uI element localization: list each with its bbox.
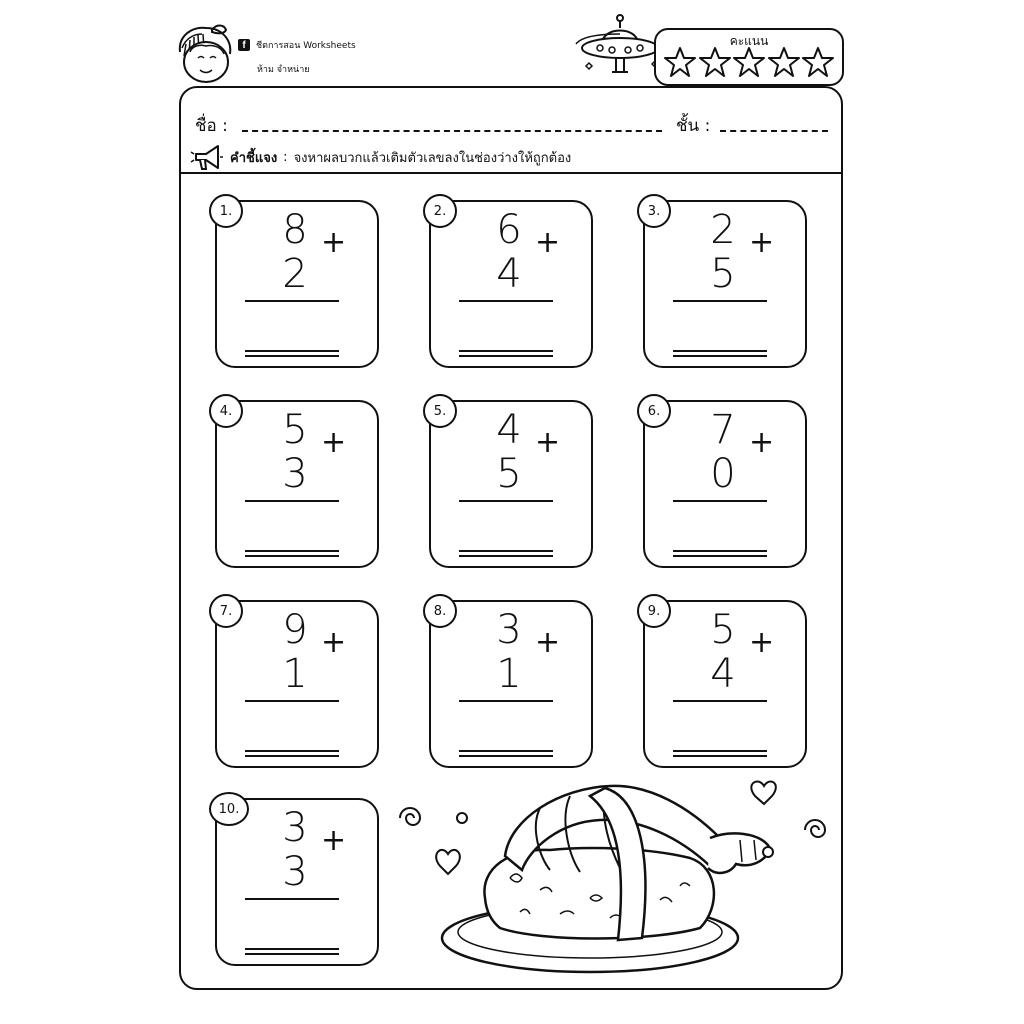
plus-sign: +	[535, 625, 561, 660]
addend-top: 6	[496, 207, 522, 253]
star-icon[interactable]	[664, 46, 696, 78]
star-icon[interactable]	[768, 46, 800, 78]
plus-sign: +	[535, 425, 561, 460]
star-icon[interactable]	[802, 46, 834, 78]
addend-top: 4	[496, 407, 522, 453]
answer-line-double	[459, 355, 553, 357]
problem-number: 6.	[637, 394, 671, 428]
plus-sign: +	[321, 425, 347, 460]
answer-line[interactable]	[245, 550, 339, 552]
addend-bottom: 2	[282, 251, 308, 297]
addend-bottom: 0	[710, 451, 736, 497]
addend-top: 2	[710, 207, 736, 253]
answer-line-double	[245, 755, 339, 757]
answer-line-double	[245, 953, 339, 955]
girl-face-icon	[172, 22, 238, 86]
problem-card	[429, 600, 593, 768]
sum-rule	[673, 300, 767, 302]
plus-sign: +	[535, 225, 561, 260]
answer-line-double	[459, 555, 553, 557]
addend-bottom: 3	[282, 451, 308, 497]
sum-rule	[245, 500, 339, 502]
addend-bottom: 1	[282, 651, 308, 697]
addend-top: 5	[282, 407, 308, 453]
name-field[interactable]	[242, 130, 662, 132]
addend-bottom: 5	[496, 451, 522, 497]
answer-line[interactable]	[245, 750, 339, 752]
addend-bottom: 4	[710, 651, 736, 697]
answer-line[interactable]	[673, 750, 767, 752]
problem-number: 3.	[637, 194, 671, 228]
answer-line-double	[673, 555, 767, 557]
answer-line-double	[245, 555, 339, 557]
problem-card	[215, 200, 379, 368]
answer-line[interactable]	[245, 350, 339, 352]
problem-number: 7.	[209, 594, 243, 628]
instructions-text: จงหาผลบวกแล้วเติมตัวเลขลงในช่องว่างให้ถูกต้อง	[293, 150, 572, 166]
problem-card	[429, 400, 593, 568]
problem-card	[643, 200, 807, 368]
plus-sign: +	[749, 225, 775, 260]
addend-top: 3	[496, 607, 522, 653]
problem-number: 5.	[423, 394, 457, 428]
problem-card	[429, 200, 593, 368]
score-box	[654, 28, 844, 86]
brand	[238, 38, 356, 52]
addend-bottom: 5	[710, 251, 736, 297]
problem-number: 9.	[637, 594, 671, 628]
addend-top: 8	[282, 207, 308, 253]
plus-sign: +	[321, 823, 347, 858]
answer-line[interactable]	[459, 550, 553, 552]
plus-sign: +	[749, 625, 775, 660]
problem-number: 4.	[209, 394, 243, 428]
subtitle: ห้าม จำหน่าย	[257, 65, 310, 75]
score-label: คะแนน	[729, 34, 769, 48]
problem-card	[215, 400, 379, 568]
problem-number: 8.	[423, 594, 457, 628]
answer-line[interactable]	[673, 550, 767, 552]
plus-sign: +	[321, 225, 347, 260]
answer-line[interactable]	[673, 350, 767, 352]
sushi-illustration	[390, 778, 835, 978]
answer-line-double	[673, 355, 767, 357]
problem-number: 2.	[423, 194, 457, 228]
problem-card	[643, 400, 807, 568]
problem-number: 1.	[209, 194, 243, 228]
plus-sign: +	[321, 625, 347, 660]
problem-card	[643, 600, 807, 768]
answer-line-double	[245, 355, 339, 357]
sum-rule	[673, 700, 767, 702]
addend-bottom: 1	[496, 651, 522, 697]
instructions-separator: :	[283, 149, 288, 165]
brand-text: ชีตการสอน Worksheets	[256, 41, 356, 51]
answer-line[interactable]	[459, 350, 553, 352]
sum-rule	[245, 700, 339, 702]
addend-bottom: 3	[282, 849, 308, 895]
megaphone-icon	[190, 142, 224, 172]
sum-rule	[459, 500, 553, 502]
grade-label: ชั้น :	[676, 116, 711, 136]
plus-sign: +	[749, 425, 775, 460]
star-icon[interactable]	[733, 46, 765, 78]
addend-top: 7	[710, 407, 736, 453]
addend-bottom: 4	[496, 251, 522, 297]
answer-line-double	[459, 755, 553, 757]
sum-rule	[459, 700, 553, 702]
sum-rule	[459, 300, 553, 302]
problem-card	[215, 798, 379, 966]
instructions	[190, 142, 571, 172]
problem-card	[215, 600, 379, 768]
star-rating	[664, 46, 834, 78]
answer-line[interactable]	[245, 948, 339, 950]
sum-rule	[245, 898, 339, 900]
addend-top: 3	[282, 805, 308, 851]
facebook-icon: f	[238, 39, 250, 51]
answer-line-double	[673, 755, 767, 757]
instructions-title: คำชี้แจง	[230, 150, 278, 166]
problem-number: 10.	[209, 792, 249, 826]
addend-top: 9	[282, 607, 308, 653]
star-icon[interactable]	[699, 46, 731, 78]
sum-rule	[245, 300, 339, 302]
addend-top: 5	[710, 607, 736, 653]
name-label: ชื่อ :	[195, 116, 228, 136]
grade-field[interactable]	[720, 130, 828, 132]
answer-line[interactable]	[459, 750, 553, 752]
sum-rule	[673, 500, 767, 502]
header-divider	[180, 172, 842, 174]
ufo-icon	[572, 14, 664, 86]
